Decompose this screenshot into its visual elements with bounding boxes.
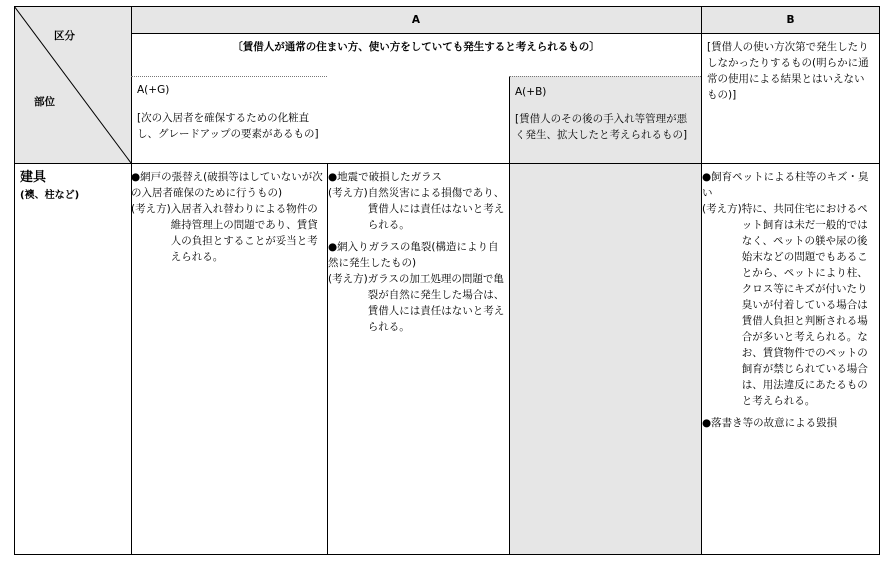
- b-title: [賃借人の使い方次第で発生したりしなかったりするもの(明らかに通常の使用による結果とはいえないもの)]: [707, 41, 869, 101]
- a-plus-b-desc: [賃借人のその後の手入れ等管理が悪く発生、拡大したと考えられるもの]: [515, 113, 688, 141]
- reason-tag: (考え方): [702, 203, 742, 215]
- col-a-content: [328, 169, 506, 341]
- category-label: 区分: [54, 30, 75, 42]
- table-border-left: [14, 6, 15, 555]
- bullet-text: ●網戸の張替え(破損等はしていないが次の入居者確保のために行うもの): [131, 171, 323, 199]
- divider-a-ab: [509, 76, 510, 555]
- a-plus-b-body-bg: [509, 163, 701, 555]
- part-subtitle: (襖、柱など): [20, 190, 80, 201]
- reason-text: ガラスの加工処理の問題で亀裂が自然に発生した場合は、賃借人には責任はないと考えられる。: [367, 273, 505, 333]
- part-label: 部位: [34, 96, 55, 108]
- bullet-text: ●飼育ペットによる柱等のキズ・臭い: [702, 171, 869, 199]
- dotted-ab-top: [509, 76, 701, 77]
- list-item: [328, 239, 506, 335]
- reason-tag: (考え方): [328, 187, 368, 199]
- list-item: [131, 169, 325, 265]
- a-plus-g-desc: [次の入居者を確保するための化粧直し、グレードアップの要素があるもの]: [137, 112, 319, 140]
- col-b-label: B: [786, 14, 795, 26]
- reason-row: [702, 201, 876, 409]
- reason-row: [328, 185, 506, 233]
- reason-row: [131, 201, 325, 265]
- reason-tag: (考え方): [328, 273, 368, 285]
- a-plus-g-label: A(+G): [137, 84, 170, 96]
- part-title: 建具: [20, 170, 47, 185]
- reason-text: 入居者入れ替わりによる物件の維持管理上の問題であり、賃貸人の負担とすることが妥当と考えられる。: [170, 203, 318, 263]
- table-border-top: [14, 6, 880, 7]
- list-item: [702, 415, 876, 431]
- reason-text: 自然災害による損傷であり、賃借人には責任はないと考えられる。: [367, 187, 505, 231]
- bullet-text: ●網入りガラスの亀裂(構造により自然に発生したもの): [328, 241, 499, 269]
- bullet-text: ●地震で破損したガラス: [328, 171, 442, 183]
- table-border-bottom: [14, 554, 880, 555]
- reason-tag: (考え方): [131, 203, 171, 215]
- divider-category: [131, 6, 132, 555]
- col-b-content: [702, 169, 876, 437]
- a-title: 〔賃借人が通常の住まい方、使い方をしていても発生すると考えられるもの〕: [232, 41, 600, 53]
- divider-header-row1: [131, 33, 880, 34]
- bullet-text: ●落書き等の故意による毀損: [702, 417, 838, 429]
- col-ag-content: [131, 169, 325, 271]
- guideline-table: [14, 6, 880, 555]
- list-item: [702, 169, 876, 409]
- reason-text: 特に、共同住宅におけるペット飼育は未だ一般的ではなく、ペットの躾や尿の後始末などの問題でもあることから、ペットにより柱、クロス等にキズが付いたり臭いが付着している場合は賃借人負担と判断される場合が多いと考えられる。なお、賃貸物件でのペットの飼育が禁じられている場合は、用法違反にあたるものと考えられる。: [741, 203, 868, 407]
- table-border-right: [879, 6, 880, 555]
- reason-row: [328, 271, 506, 335]
- col-a-label: A: [411, 14, 421, 26]
- list-item: [328, 169, 506, 233]
- a-plus-b-label: A(+B): [515, 86, 547, 98]
- dotted-ag-top: [131, 76, 327, 77]
- divider-body-top: [14, 163, 880, 164]
